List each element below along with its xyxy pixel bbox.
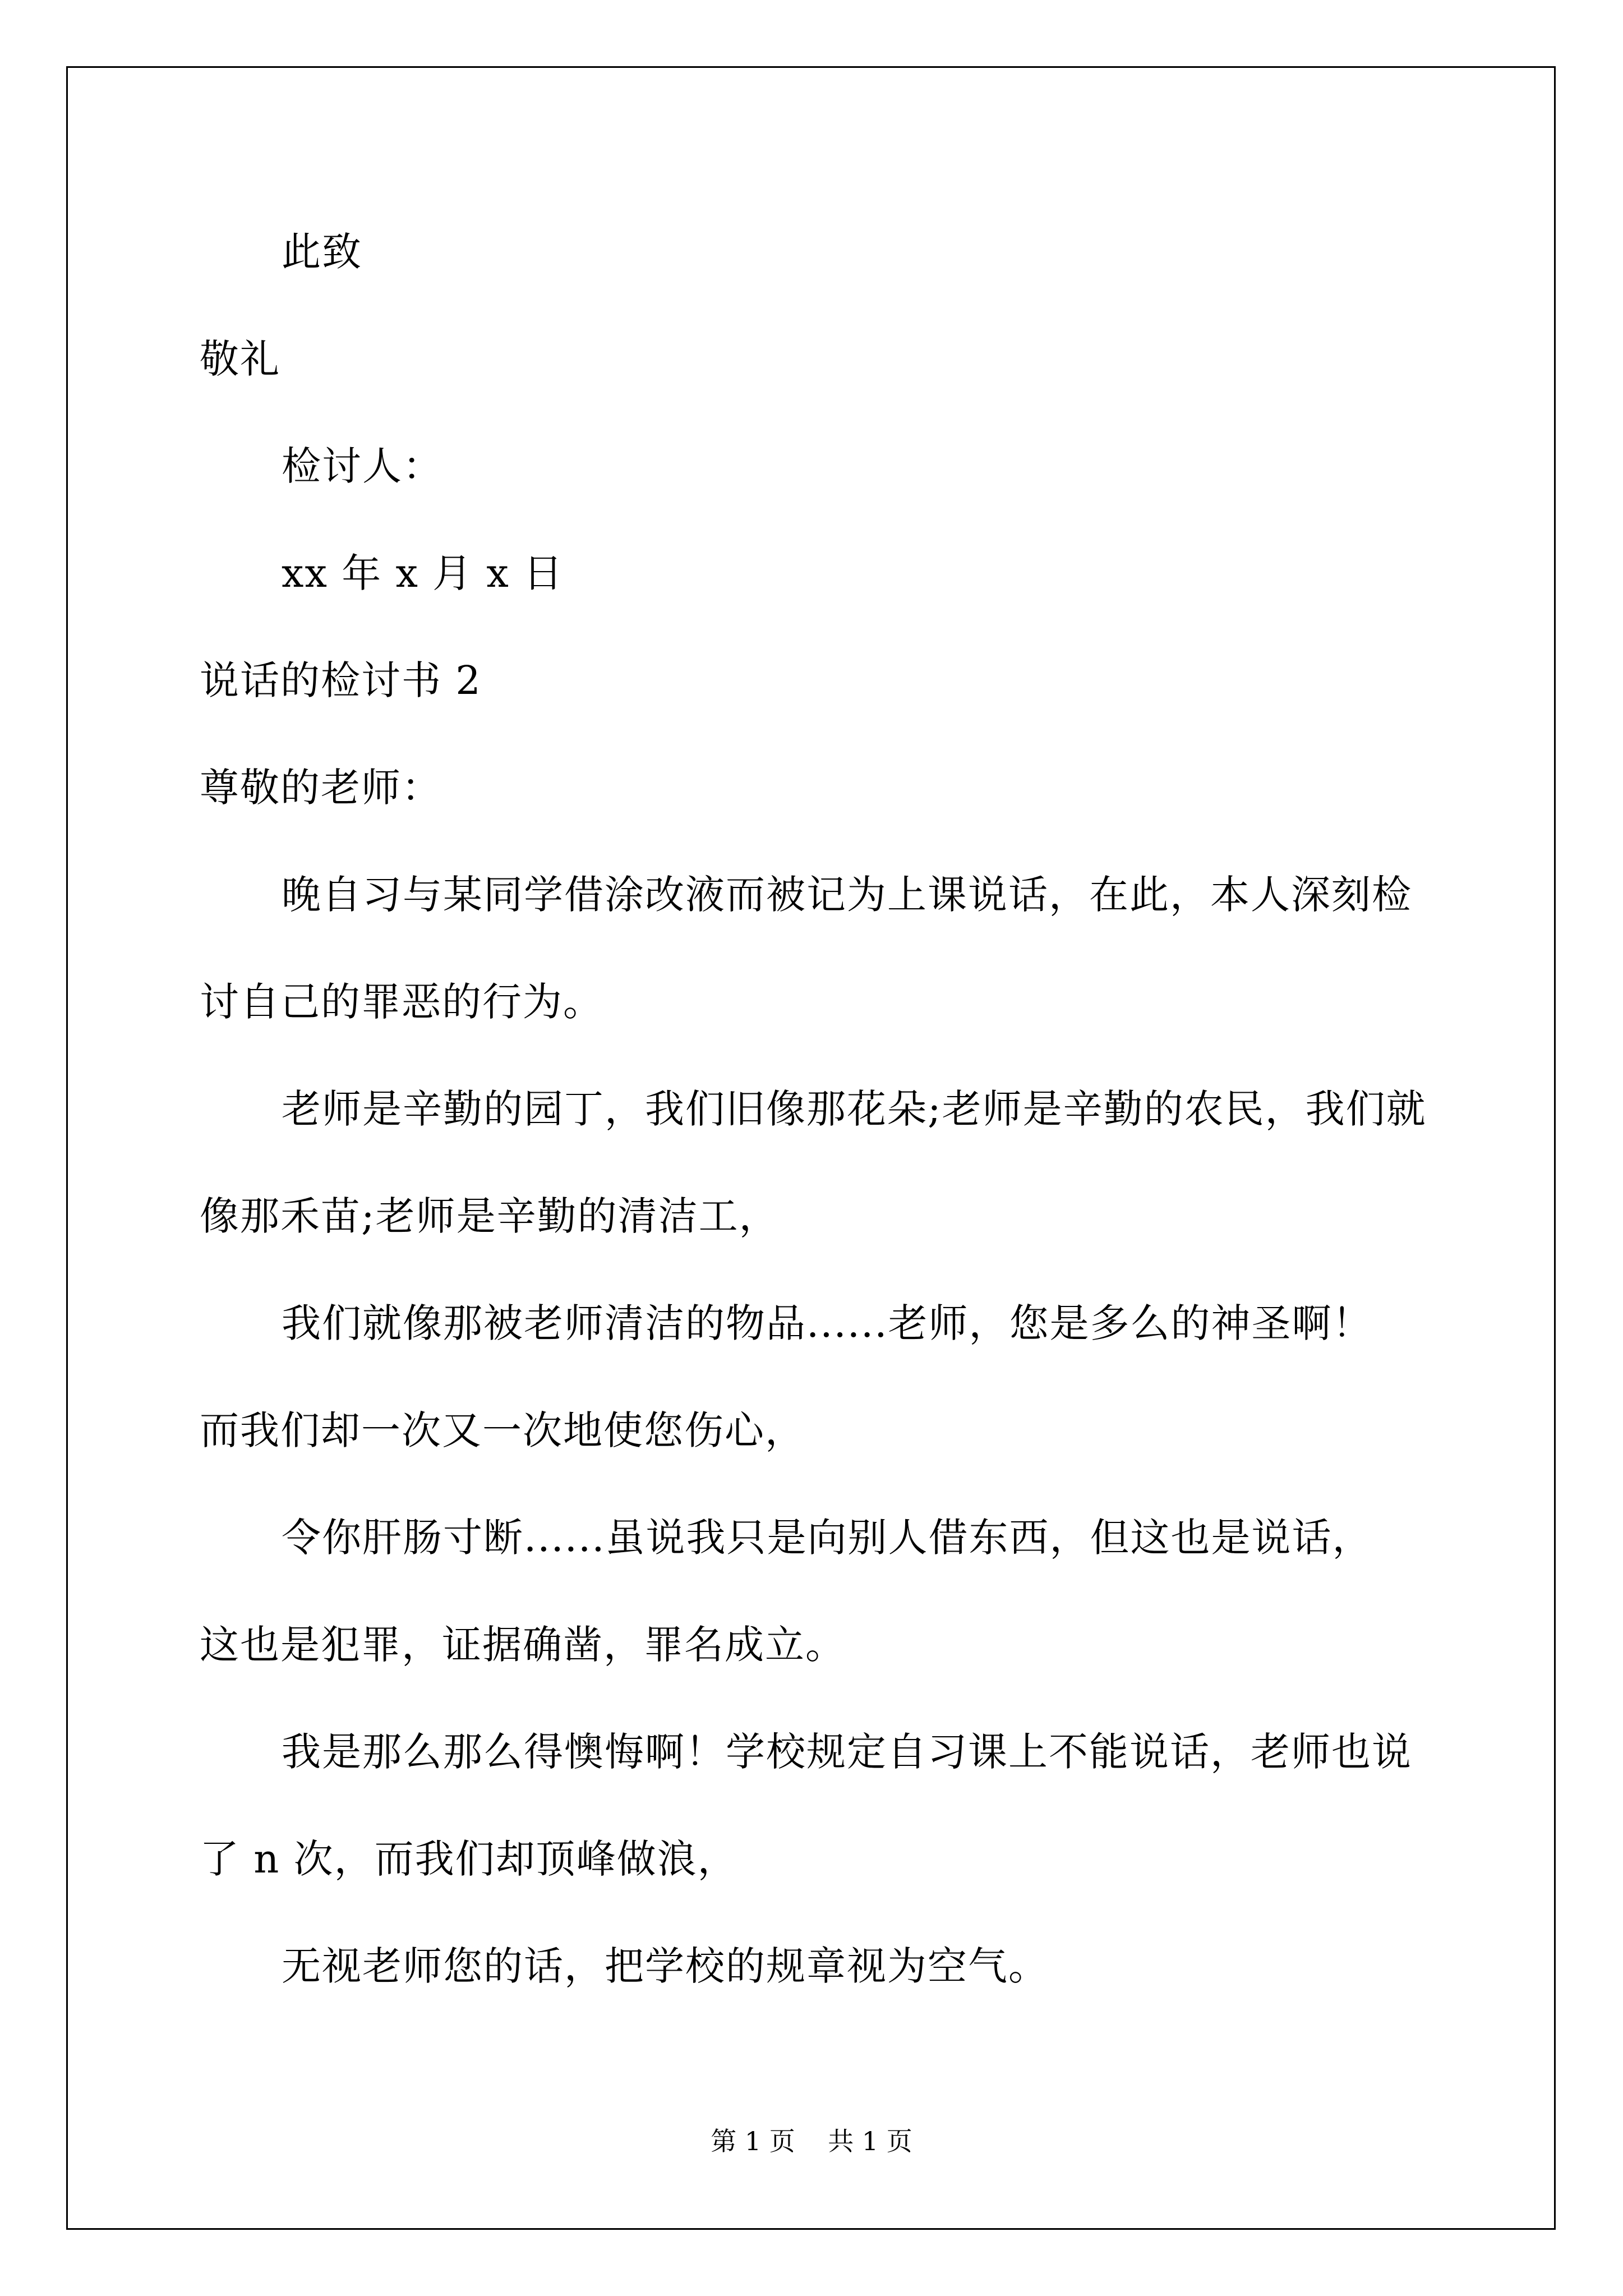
paragraph-line: 而我们却一次又一次地使您伤心， [200, 1407, 805, 1453]
paragraph-line: 我是那么那么得懊悔啊！学校规定自习课上不能说话，老师也说 [282, 1729, 1412, 1775]
date-line: xx 年 x 月 x 日 [282, 550, 564, 596]
paragraph-line: 像那禾苗;老师是辛勤的清洁工， [200, 1193, 780, 1239]
paragraph-line: 令你肝肠寸断......虽说我只是向别人借东西，但这也是说话， [282, 1515, 1373, 1561]
signer-line: 检讨人： [282, 443, 443, 489]
salutation-line: 敬礼 [200, 336, 280, 382]
paragraph-line: 了 n 次，而我们却顶峰做浪， [200, 1836, 738, 1882]
paragraph-line: 无视老师您的话，把学校的规章视为空气。 [282, 1943, 1049, 1989]
paragraph-line: 讨自己的罪恶的行为。 [200, 979, 603, 1025]
greeting-line: 尊敬的老师： [200, 765, 442, 811]
paragraph-line: 我们就像那被老师清洁的物品......老师，您是多么的神圣啊！ [282, 1300, 1373, 1346]
page-footer: 第 1 页 共 1 页 [711, 2126, 912, 2156]
page-border [66, 66, 1556, 2230]
section-title: 说话的检讨书 2 [200, 657, 482, 703]
paragraph-line: 这也是犯罪，证据确凿，罪名成立。 [200, 1622, 846, 1668]
paragraph-line: 晚自习与某同学借涂改液而被记为上课说话，在此，本人深刻检 [282, 872, 1412, 918]
paragraph-line: 老师是辛勤的园丁，我们旧像那花朵;老师是辛勤的农民，我们就 [282, 1086, 1427, 1132]
closing-line: 此致 [282, 229, 362, 275]
